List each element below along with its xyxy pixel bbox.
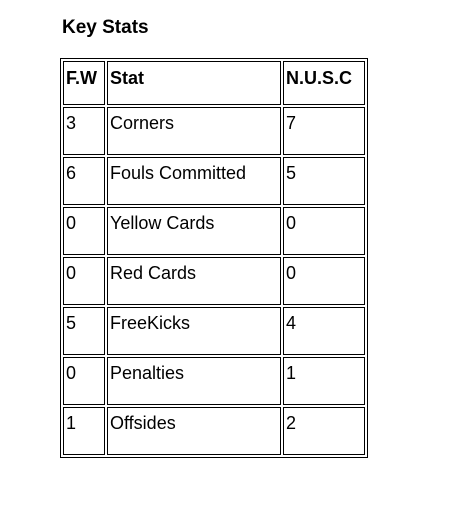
table-header-row (63, 61, 365, 105)
table-row (63, 407, 365, 455)
table-cell-fw: 0 (63, 257, 105, 305)
table-cell-stat: Yellow Cards (107, 207, 281, 255)
table-cell-stat: Penalties (107, 357, 281, 405)
table-cell-stat: Fouls Committed (107, 157, 281, 205)
table-cell-nusc: 4 (283, 307, 365, 355)
table-cell-stat: FreeKicks (107, 307, 281, 355)
table-row (63, 257, 365, 305)
table-cell-nusc: 1 (283, 357, 365, 405)
table-cell-fw: 5 (63, 307, 105, 355)
table-cell-nusc: 0 (283, 207, 365, 255)
table-cell-nusc: 5 (283, 157, 365, 205)
table-row (63, 307, 365, 355)
table-row (63, 207, 365, 255)
table-cell-fw: 0 (63, 357, 105, 405)
table-cell-fw: 0 (63, 207, 105, 255)
table-cell-stat: Red Cards (107, 257, 281, 305)
table-row (63, 107, 365, 155)
table-row (63, 157, 365, 205)
table-cell-nusc: 2 (283, 407, 365, 455)
table-cell-nusc: 7 (283, 107, 365, 155)
page-title: Key Stats (62, 17, 149, 38)
column-header-fw: F.W (63, 61, 105, 105)
table-cell-fw: 3 (63, 107, 105, 155)
table-cell-fw: 6 (63, 157, 105, 205)
key-stats-table (60, 58, 368, 458)
column-header-stat: Stat (107, 61, 281, 105)
column-header-nusc: N.U.S.C (283, 61, 365, 105)
table-cell-fw: 1 (63, 407, 105, 455)
table-cell-stat: Corners (107, 107, 281, 155)
table-cell-nusc: 0 (283, 257, 365, 305)
table-row (63, 357, 365, 405)
table-cell-stat: Offsides (107, 407, 281, 455)
